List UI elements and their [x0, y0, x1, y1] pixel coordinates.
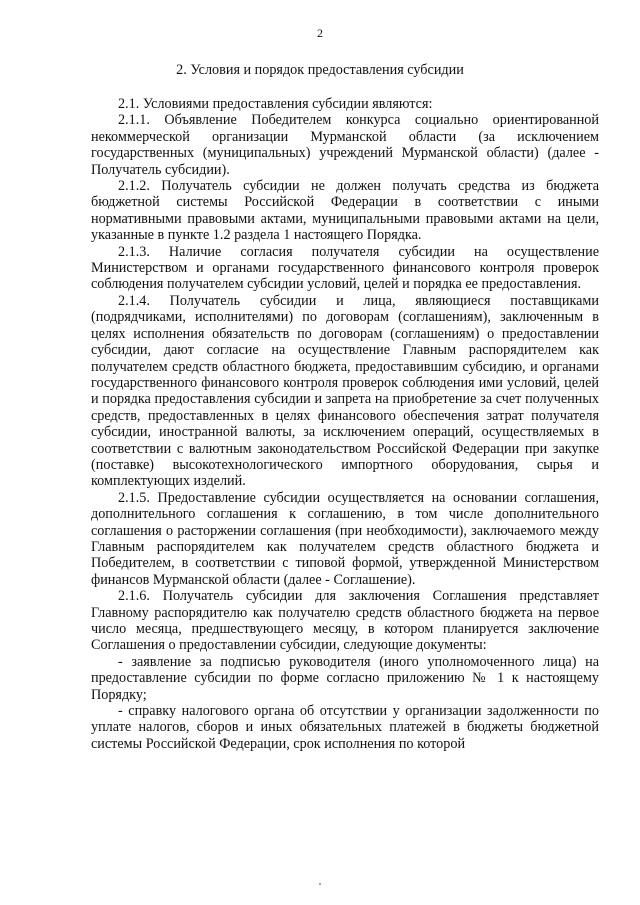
paragraph-2-1-5: 2.1.5. Предоставление субсидии осуществляется на основании соглашения, дополнительного соглашения к соглашению, в том числе дополнительного соглашения о расторжении соглашения (при необходимости), заключаемого между Главным распорядителем как получателем средств областного бюджета и Победителем, в соответствии с типовой формой, утвержденной Министерством финансов Мурманской области (далее - Соглашение).: [91, 489, 599, 588]
list-item-application: - заявление за подписью руководителя (иного уполномоченного лица) на предоставление субсидии по форме согласно приложению № 1 к настоящему Порядку;: [91, 653, 599, 703]
paragraph-2-1-4: 2.1.4. Получатель субсидии и лица, являющиеся поставщиками (подрядчиками, исполнителями) по договорам (соглашениям), заключенным в целях исполнения обязательств по договорам (соглашениям) о предоставлении субсидии, дают согласие на осуществление Главным распорядителем как получателем средств областного бюджета, предоставившим субсидию, и органами государственного финансового контроля проверок соблюдения ими условий, целей и порядка предоставления субсидии и запрета на приобретение за счет полученных средств, предоставленных в целях финансового обеспечения затрат получателя субсидии, иностранной валюты, за исключением операций, осуществляемых в соответствии с валютным законодательством Российской Федерации при закупке (поставке) высокотехнологического импортного оборудования, сырья и комплектующих изделий.: [91, 292, 599, 490]
paragraph-2-1-6: 2.1.6. Получатель субсидии для заключения Соглашения представляет Главному распорядителю как получателю средств областного бюджета на первое число месяца, предшествующего месяцу, в котором планируется заключение Соглашения о предоставлении субсидии, следующие документы:: [91, 588, 599, 654]
paragraph-2-1: 2.1. Условиями предоставления субсидии являются:: [118, 96, 433, 112]
paragraph-2-1-3: 2.1.3. Наличие согласия получателя субсидии на осуществление Министерством и органами государственного финансового контроля проверок соблюдения получателем субсидии условий, целей и порядка ее предоставления.: [91, 243, 599, 293]
page-number: 2: [317, 26, 323, 40]
paragraph-2-1-2: 2.1.2. Получатель субсидии не должен получать средства из бюджета бюджетной системы Российской Федерации в соответствии с иными нормативными правовыми актами, муниципальными правовыми актами на цели, указанные в пункте 1.2 раздела 1 настоящего Порядка.: [91, 178, 599, 244]
document-body: [91, 96, 599, 752]
paragraph-2-1-1: 2.1.1. Объявление Победителем конкурса социально ориентированной некоммерческой организации Мурманской области (за исключением государственных (муниципальных) учреждений Мурманской области) (далее - Получатель субсидии).: [91, 112, 599, 178]
list-item-tax-certificate: - справку налогового органа об отсутствии у организации задолженности по уплате налогов, сборов и иных обязательных платежей в бюджеты бюджетной системы Российской Федерации, срок исполнения по которой: [91, 703, 599, 752]
scan-speck: [319, 883, 321, 885]
section-title: 2. Условия и порядок предоставления субсидии: [176, 62, 464, 78]
